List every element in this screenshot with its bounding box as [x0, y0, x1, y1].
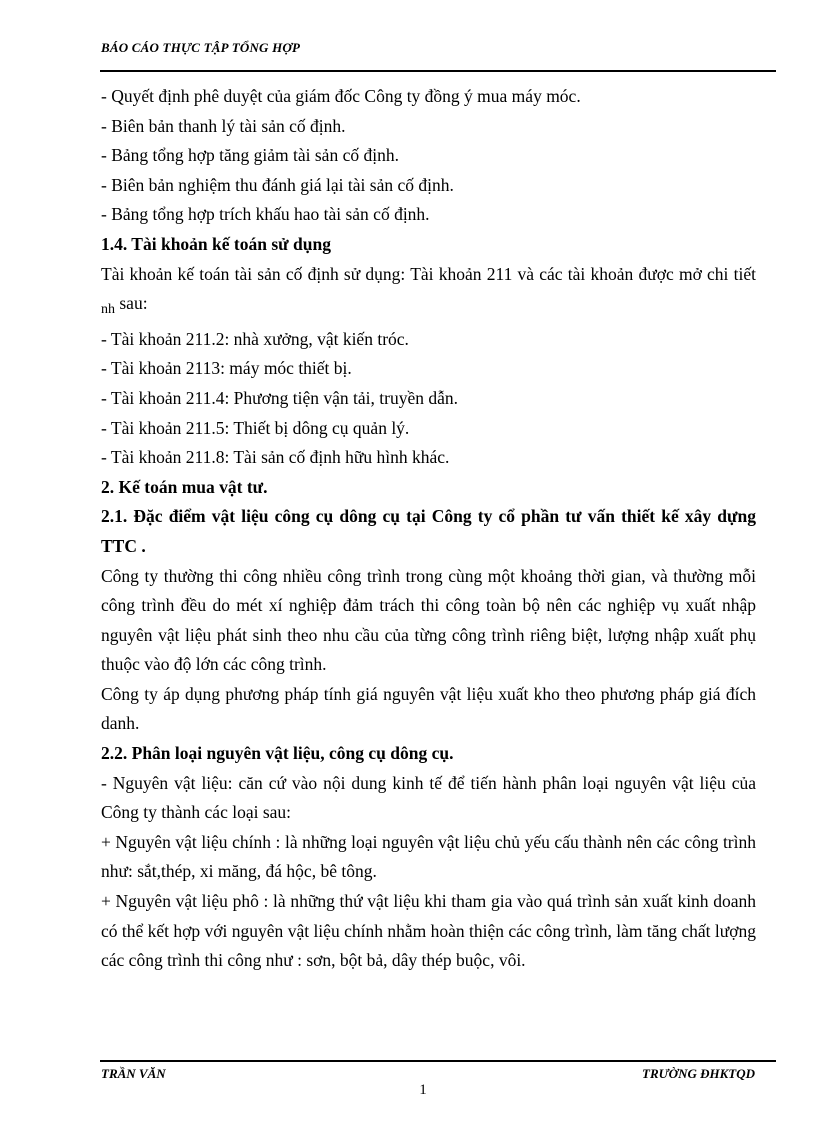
- header-divider: [100, 70, 776, 72]
- section-2-1-paragraph: Công ty áp dụng phương pháp tính giá nguyên vật liệu xuất kho theo phương pháp giá đích danh.: [101, 683, 756, 734]
- account-item: - Tài khoản 2113: máy móc thiết bị.: [101, 358, 352, 379]
- section-2-1-paragraph: Công ty thường thi công nhiều công trình trong cùng một khoảng thời gian, và thường mỗi công trình đều do mét xí nghiệp đảm trách thi công toàn bộ nên các nghiệp vụ xuất nhập nguyên vật liệu phát sinh theo nhu cầu của từng công trình riêng biệt, lượng nhập xuất phụ thuộc vào độ lớn các công trình.: [101, 565, 756, 675]
- account-item: - Tài khoản 211.8: Tài sản cố định hữu hình khác.: [101, 447, 450, 468]
- doc-list-item: - Biên bản thanh lý tài sản cố định.: [101, 115, 346, 136]
- section-2-2-paragraph: + Nguyên vật liệu phô : là những thứ vật liệu khi tham gia vào quá trình sản xuất kinh doanh có thể kết hợp với nguyên vật liệu chính nhằm hoàn thiện các công trình, làm tăng chất lượng các công trình thi công như : sơn, bột bả, dây thép buộc, vôi.: [101, 891, 756, 971]
- intro-subscript: nh: [101, 302, 115, 318]
- intro-text-end: sau:: [119, 293, 148, 314]
- account-item: - Tài khoản 211.5: Thiết bị dông cụ quản lý.: [101, 417, 410, 438]
- doc-list-item: - Bảng tổng hợp tăng giảm tài sản cố định.: [101, 145, 399, 166]
- section-2-2-paragraph: - Nguyên vật liệu: căn cứ vào nội dung kinh tế để tiến hành phân loại nguyên vật liệu của Công ty thành các loại sau:: [101, 772, 756, 823]
- account-item: - Tài khoản 211.4: Phương tiện vận tải, truyền dẫn.: [101, 387, 459, 408]
- page-number: 1: [419, 1082, 427, 1098]
- footer-author: TRẦN VĂN: [101, 1066, 166, 1081]
- doc-list-item: - Bảng tổng hợp trích khấu hao tài sản cố định.: [101, 204, 430, 225]
- doc-list-item: - Biên bản nghiệm thu đánh giá lại tài sản cố định.: [101, 174, 454, 195]
- doc-list-item: - Quyết định phê duyệt của giám đốc Công ty đồng ý mua máy móc.: [101, 86, 581, 106]
- section-2-2-heading: 2.2. Phân loại nguyên vật liệu, công cụ dông cụ.: [101, 743, 454, 764]
- section-1-4-heading: 1.4. Tài khoản kế toán sử dụng: [101, 233, 331, 254]
- header-title: BÁO CÁO THỰC TẬP TỔNG HỢP: [101, 40, 301, 55]
- section-2-1-heading: 2.1. Đặc điểm vật liệu công cụ dông cụ tại Công ty cổ phần tư vấn thiết kế xây dựng TTC .: [101, 506, 756, 556]
- section-2-heading: 2. Kế toán mua vật tư.: [101, 476, 268, 497]
- section-1-4-intro: [101, 260, 756, 325]
- intro-text: Tài khoản kế toán tài sản cố định sử dụng: Tài khoản 211 và các tài khoản được mở chi tiết: [101, 263, 756, 284]
- account-item: - Tài khoản 211.2: nhà xưởng, vật kiến tróc.: [101, 328, 409, 349]
- footer-school: TRƯỜNG ĐHKTQD: [642, 1066, 755, 1081]
- document-body: [101, 82, 756, 976]
- footer-divider: [100, 1060, 776, 1062]
- section-2-2-paragraph: + Nguyên vật liệu chính : là những loại nguyên vật liệu chủ yếu cấu thành nên các công trình như: sắt,thép, xi măng, đá hộc, bê tông.: [101, 831, 756, 882]
